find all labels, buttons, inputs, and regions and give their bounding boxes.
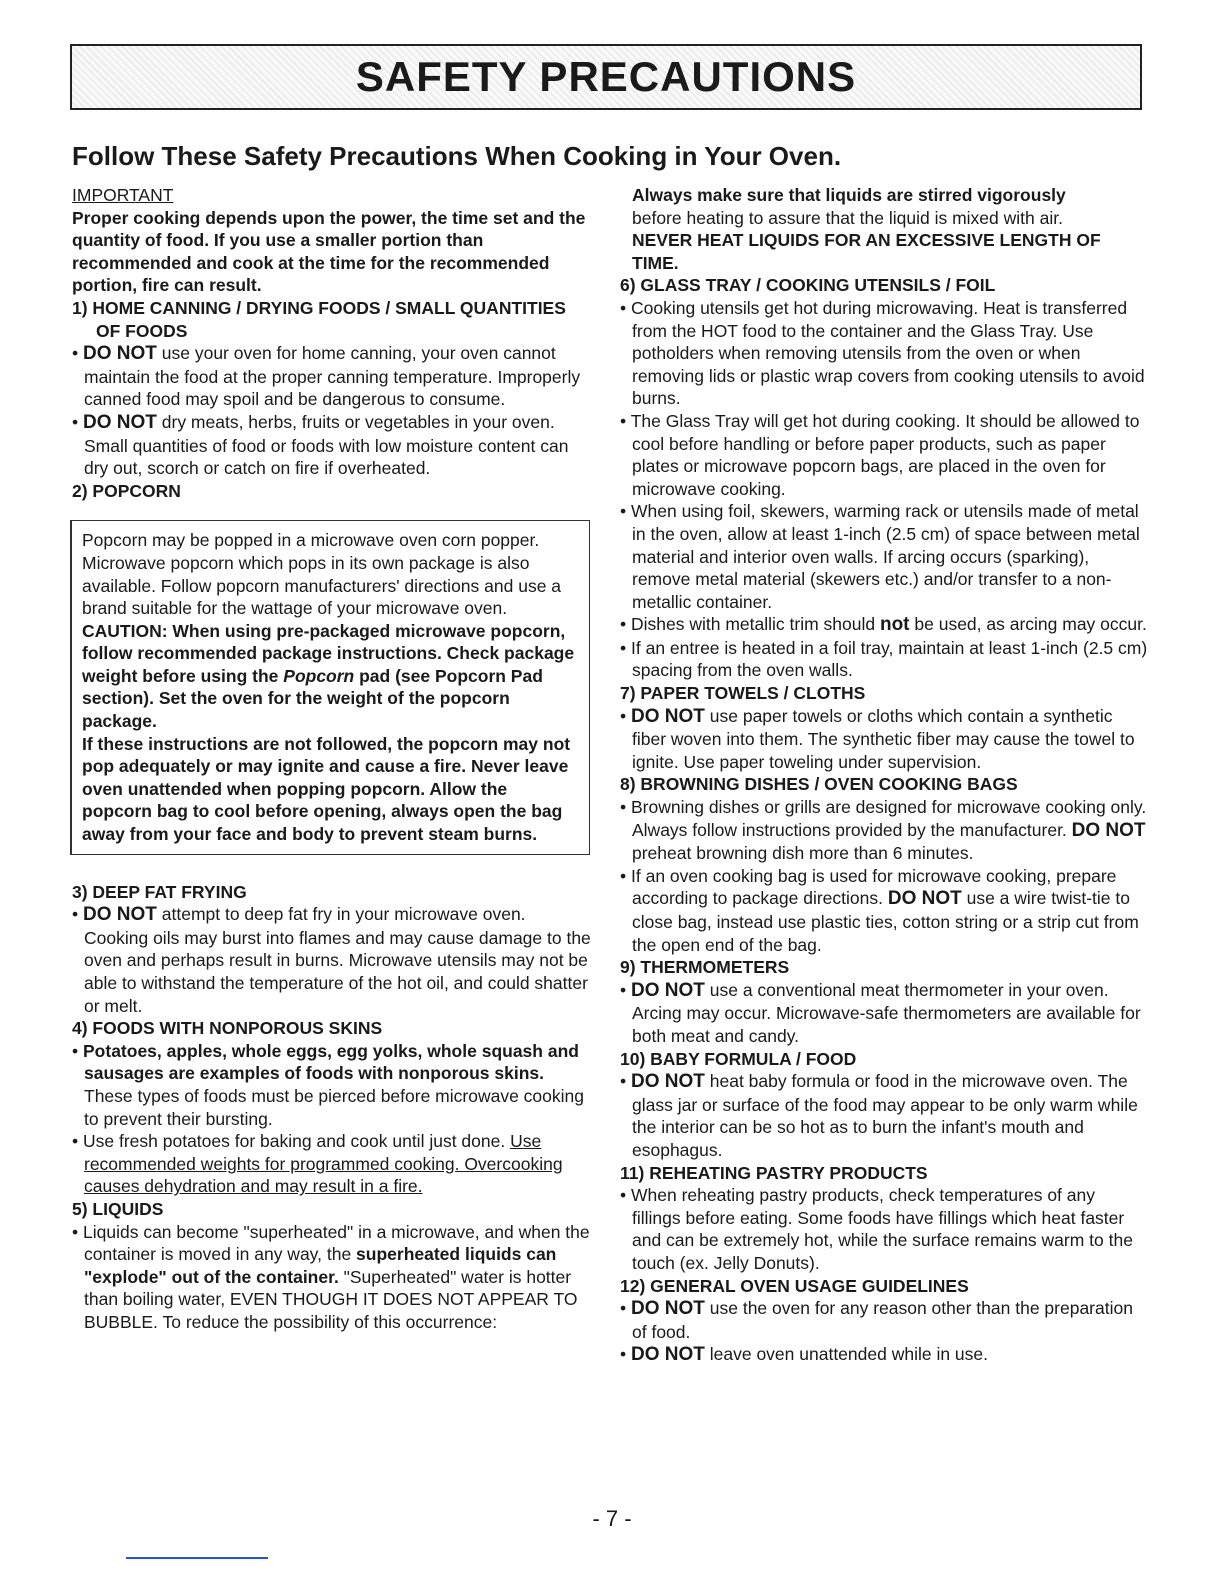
important-text: Proper cooking depends upon the power, the time set and the quantity of food. If you use a smaller portion than recommended and cook at the time for the recommended portion, fire can result. (72, 207, 586, 296)
section-subtitle: Follow These Safety Precautions When Cooking in Your Oven. (72, 141, 842, 171)
list-item: • DO NOT dry meats, herbs, fruits or vegetables in your oven. Small quantities of food or foods with low moisture content can dry out, scorch or catch on fire if overheated. (72, 411, 569, 479)
section-heading-baby-formula: 10) BABY FORMULA / FOOD (620, 1048, 857, 1069)
list-item: • DO NOT heat baby formula or food in the microwave oven. The glass jar or surface of the food may appear to be only warm while the interior can be so hot as to burn the infant's mouth and esophagus. (620, 1071, 1138, 1160)
section-heading-thermometers: 9) THERMOMETERS (620, 957, 790, 978)
important-label: IMPORTANT (72, 185, 174, 205)
right-column (620, 184, 1148, 1367)
liquids-stir-note: Always make sure that liquids are stirred vigorously (632, 185, 1066, 205)
section-heading-popcorn: 2) POPCORN (72, 480, 181, 501)
popcorn-warning: If these instructions are not followed, the popcorn may not pop adequately or may ignite and cause a fire. Never leave oven unattended when popping popcorn. Allow the popcorn bag to cool before opening, always open the bag away from your face and body to prevent steam burns. (82, 733, 571, 845)
popcorn-caution-box (70, 520, 590, 854)
section-heading-nonporous-skins: 4) FOODS WITH NONPOROUS SKINS (72, 1018, 383, 1039)
section-heading-glass-tray: 6) GLASS TRAY / COOKING UTENSILS / FOIL (620, 275, 996, 296)
section-heading-deep-fat-frying: 3) DEEP FAT FRYING (72, 881, 247, 902)
section-heading-general-usage: 12) GENERAL OVEN USAGE GUIDELINES (620, 1275, 969, 1296)
section-heading-pastry: 11) REHEATING PASTRY PRODUCTS (620, 1162, 928, 1183)
left-column (72, 184, 594, 1334)
liquids-warning: NEVER HEAT LIQUIDS FOR AN EXCESSIVE LENGTH OF TIME. (632, 230, 1101, 273)
section-heading-paper-towels: 7) PAPER TOWELS / CLOTHS (620, 683, 866, 704)
list-item: • DO NOT use a conventional meat thermometer in your oven. Arcing may occur. Microwave-safe thermometers are available for both meat and candy. (620, 979, 1141, 1046)
popcorn-caution: CAUTION: When using pre-packaged microwave popcorn, follow recommended package instructions. Check package weight before using the Popcorn pad (see Popcorn Pad section). Set the oven for the weight of the popcorn package. (82, 620, 575, 732)
list-item: • DO NOT attempt to deep fat fry in your microwave oven. Cooking oils may burst into flames and may cause damage to the oven and perhaps result in burns. Microwave utensils may not be able to withstand the temperature of the hot oil, and could shatter or melt. (72, 904, 591, 1016)
section-heading-browning-dishes: 8) BROWNING DISHES / OVEN COOKING BAGS (620, 774, 1018, 795)
section-heading-liquids: 5) LIQUIDS (72, 1198, 164, 1219)
title-banner (70, 44, 1142, 110)
list-item: • Liquids can become "superheated" in a microwave, and when the container is moved in any way, the superheated liquids can "explode" out of the container. "Superheated" water is hotter than boiling water, EVEN THOUGH IT DOES NOT APPEAR TO BUBBLE. To reduce the possibility of this occurrence: (72, 1221, 590, 1332)
list-item: • Browning dishes or grills are designed for microwave cooking only. Always follow instructions provided by the manufacturer. DO NOT preheat browning dish more than 6 minutes. (620, 797, 1147, 864)
page-title: SAFETY PRECAUTIONS (355, 53, 857, 100)
page-number: - 7 - (592, 1506, 632, 1531)
list-item: • The Glass Tray will get hot during cooking. It should be allowed to cool before handling or before paper products, such as paper plates or microwave popcorn bags, are placed in the oven for microwave cooking. (620, 410, 1140, 499)
list-item: • When reheating pastry products, check temperatures of any fillings before eating. Some foods have fillings which heat faster and can be extremely hot, while the surface remains warm to the touch (ex. Jelly Donuts). (620, 1185, 1133, 1273)
list-item: • Dishes with metallic trim should not be used, as arcing may occur. (620, 614, 1147, 636)
list-item: • DO NOT use paper towels or cloths which contain a synthetic fiber woven into them. The synthetic fiber may cause the towel to ignite. Use paper toweling under supervision. (620, 705, 1135, 772)
list-item: • DO NOT leave oven unattended while in use. (620, 1344, 989, 1366)
liquids-stir-text: before heating to assure that the liquid is mixed with air. (632, 207, 1063, 228)
list-item: • Use fresh potatoes for baking and cook until just done. Use recommended weights for programmed cooking. Overcooking causes dehydration and may result in a fire. (72, 1131, 563, 1197)
list-item: • When using foil, skewers, warming rack or utensils made of metal in the oven, allow at least 1-inch (2.5 cm) of space between metal material and interior oven walls. If arcing occurs (sparking), remove metal material (skewers etc.) and/or transfer to a non-metallic container. (620, 501, 1140, 612)
list-item: • If an entree is heated in a foil tray, maintain at least 1-inch (2.5 cm) spacing from the oven walls. (620, 637, 1148, 681)
list-item: • Potatoes, apples, whole eggs, egg yolks, whole squash and sausages are examples of foods with nonporous skins. These types of foods must be pierced before microwave cooking to prevent their bursting. (72, 1040, 584, 1129)
list-item: • If an oven cooking bag is used for microwave cooking, prepare according to package directions. DO NOT use a wire twist-tie to close bag, instead use plastic ties, cotton string or a strip cut from the open end of the bag. (620, 865, 1139, 955)
popcorn-info: Popcorn may be popped in a microwave oven corn popper. Microwave popcorn which pops in its own package is also available. Follow popcorn manufacturers' directions and use a brand suitable for the wattage of your microwave oven. (82, 530, 562, 619)
list-item: • DO NOT use your oven for home canning, your oven cannot maintain the food at the proper canning temperature. Improperly canned food may spoil and be dangerous to consume. (72, 343, 581, 410)
list-item: • DO NOT use the oven for any reason other than the preparation of food. (620, 1298, 1133, 1342)
bottom-rule (126, 1557, 268, 1559)
list-item: • Cooking utensils get hot during microwaving. Heat is transferred from the HOT food to the container and the Glass Tray. Use potholders when removing utensils from the oven or when removing lids or plastic wrap covers from cooking utensils to avoid burns. (620, 297, 1145, 409)
section-heading-home-canning: 1) HOME CANNING / DRYING FOODS / SMALL QUANTITIES OF FOODS (72, 297, 566, 341)
